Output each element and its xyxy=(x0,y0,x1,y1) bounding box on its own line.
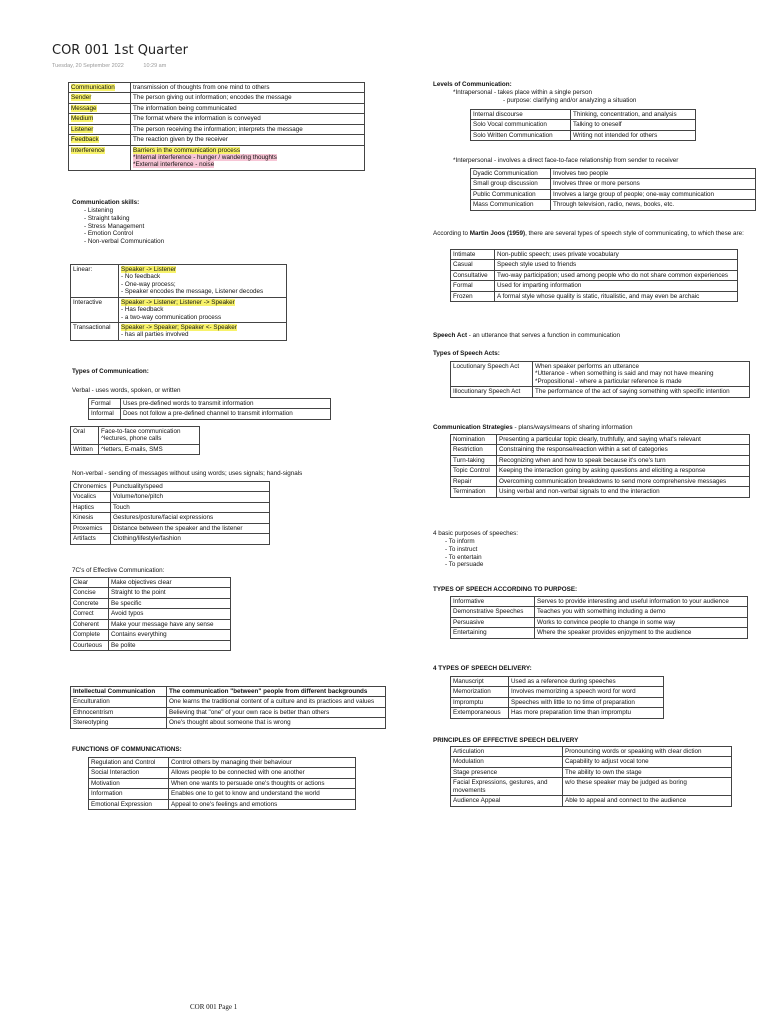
table-cell: Nomination xyxy=(451,435,497,445)
skills-section xyxy=(72,199,164,246)
table-cell: Involves two people xyxy=(551,169,756,179)
table-row xyxy=(451,617,748,627)
table-cell: Interference xyxy=(69,145,131,170)
table-cell: Illocutionary Speech Act xyxy=(451,387,533,397)
purposes-section xyxy=(433,530,518,569)
table-row xyxy=(69,124,365,134)
table-cell: Thinking, concentration, and analysis xyxy=(571,110,696,120)
table-row xyxy=(71,630,231,640)
table-row xyxy=(451,455,750,465)
principles-heading: PRINCIPLES OF EFFECTIVE SPEECH DELIVERY xyxy=(433,737,579,744)
table-row xyxy=(451,260,738,270)
speech-types-table xyxy=(450,596,748,639)
table-cell: Chronemics xyxy=(71,482,111,492)
table-row xyxy=(71,265,287,298)
table-row xyxy=(71,427,200,445)
table-row xyxy=(451,708,664,718)
table-row xyxy=(451,250,738,260)
page-title: COR 001 1st Quarter xyxy=(52,43,188,58)
table-cell: Motivation xyxy=(89,778,169,788)
table-cell: The person giving out information; encodes the message xyxy=(131,93,365,103)
table-cell: Complete xyxy=(71,630,109,640)
table-cell: Termination xyxy=(451,487,497,497)
table-row xyxy=(451,757,732,767)
table-cell: Make objectives clear xyxy=(109,578,231,588)
table-cell: Using verbal and non-verbal signals to end the interaction xyxy=(497,487,750,497)
intra-text: *Intrapersonal - takes place within a single person xyxy=(453,88,592,96)
joos-table xyxy=(450,249,738,302)
list-item: - Stress Management xyxy=(84,223,164,231)
table-row xyxy=(451,387,750,397)
table-row xyxy=(71,578,231,588)
table-row xyxy=(451,767,732,777)
table-cell: Involves three or more persons xyxy=(551,179,756,189)
table-cell: Public Communication xyxy=(471,189,551,199)
table-row xyxy=(71,609,231,619)
table-cell: One's thought about someone that is wrong xyxy=(167,718,386,728)
table-cell: Capability to adjust vocal tone xyxy=(563,757,732,767)
table-cell: Coherent xyxy=(71,619,109,629)
table-cell: Memorization xyxy=(451,687,509,697)
table-cell: Topic Control xyxy=(451,466,497,476)
table-cell: Medium xyxy=(69,114,131,124)
table-cell: Regulation and Control xyxy=(89,758,169,768)
speech-acts-table xyxy=(450,361,750,398)
table-cell: The performance of the act of saying something with specific intention xyxy=(533,387,750,397)
table-cell: The reaction given by the receiver xyxy=(131,135,365,145)
table-cell: The information being communicated xyxy=(131,103,365,113)
table-cell: The format where the information is conveyed xyxy=(131,114,365,124)
strategies-table xyxy=(450,434,750,498)
table-row xyxy=(71,513,270,523)
table-cell: Demonstrative Speeches xyxy=(451,607,535,617)
table-row xyxy=(471,169,756,179)
functions-heading: FUNCTIONS OF COMMUNICATIONS: xyxy=(72,746,182,753)
table-cell: Stereotyping xyxy=(71,718,167,728)
table-cell: Courteous xyxy=(71,640,109,650)
purposes-heading: 4 basic purposes of speeches: xyxy=(433,530,519,537)
nonverbal-text: Non-verbal - sending of messages without using words; uses signals; hand-signals xyxy=(72,470,303,477)
table-cell: transmission of thoughts from one mind to others xyxy=(131,83,365,93)
table-cell: Proxemics xyxy=(71,523,111,533)
table-cell: Constraining the response/reaction within a set of categories xyxy=(497,445,750,455)
table-cell: Solo Vocal communication xyxy=(471,120,571,130)
intra-table xyxy=(470,109,696,141)
table-cell: Concrete xyxy=(71,598,109,608)
table-cell: Concise xyxy=(71,588,109,598)
table-cell: The person receiving the information; interprets the message xyxy=(131,124,365,134)
oral-table xyxy=(70,426,200,455)
date-text: Tuesday, 20 September 2022 xyxy=(52,63,124,69)
table-cell: Locutionary Speech Act xyxy=(451,362,533,387)
table-cell: Touch xyxy=(111,502,270,512)
list-item: - Non-verbal Communication xyxy=(84,238,164,246)
table-cell: Be specific xyxy=(109,598,231,608)
table-row xyxy=(71,534,270,544)
table-row xyxy=(451,466,750,476)
list-item: - To instruct xyxy=(445,546,518,554)
table-cell: ^letters, E-mails, SMS xyxy=(99,444,200,454)
table-row xyxy=(451,487,750,497)
table-row xyxy=(89,799,356,809)
table-cell: Dyadic Communication xyxy=(471,169,551,179)
table-cell: Contains everything xyxy=(109,630,231,640)
table-cell: Non-public speech; uses private vocabulary xyxy=(495,250,738,260)
table-cell: Repair xyxy=(451,476,497,486)
table-cell: Extemporaneous xyxy=(451,708,509,718)
levels-heading: Levels of Communication: xyxy=(433,81,512,88)
table-row xyxy=(471,120,696,130)
table-cell: Artifacts xyxy=(71,534,111,544)
table-row xyxy=(471,110,696,120)
table-cell: Punctuality/speed xyxy=(111,482,270,492)
joos-text: According to Martin Joos (1959), there are several types of speech style of communicating, to which these are: xyxy=(433,230,744,237)
table-cell: When one wants to persuade one's thoughts or actions xyxy=(169,778,356,788)
sevenc-heading: 7C's of Effective Communication: xyxy=(72,567,165,574)
table-cell: Articulation xyxy=(451,747,563,757)
table-cell: Transactional xyxy=(71,322,119,340)
delivery-heading: 4 TYPES OF SPEECH DELIVERY: xyxy=(433,665,532,672)
table-row xyxy=(71,482,270,492)
table-row xyxy=(89,768,356,778)
table-row xyxy=(89,399,331,409)
table-row xyxy=(471,179,756,189)
table-cell: Speech style used to friends xyxy=(495,260,738,270)
table-cell: Restriction xyxy=(451,445,497,455)
table-row xyxy=(451,270,738,280)
table-cell: Emotional Expression xyxy=(89,799,169,809)
table-row xyxy=(71,598,231,608)
table-row xyxy=(451,362,750,387)
table-cell: w/o these speaker may be judged as boring xyxy=(563,778,732,796)
speech-acts-heading: Types of Speech Acts: xyxy=(433,350,500,357)
table-row xyxy=(471,130,696,140)
table-row xyxy=(471,200,756,210)
table-cell: Has more preparation time than impromptu xyxy=(509,708,664,718)
table-cell: Formal xyxy=(89,399,121,409)
table-cell: Appeal to one's feelings and emotions xyxy=(169,799,356,809)
table-cell: Works to convince people to change in some way xyxy=(535,617,748,627)
functions-table xyxy=(88,757,356,810)
table-cell: Two-way participation; used among people who do not share common experiences xyxy=(495,270,738,280)
table-cell: Correct xyxy=(71,609,109,619)
table-cell: Enables one to get to know and understand the world xyxy=(169,789,356,799)
table-row xyxy=(451,628,748,638)
table-cell: Formal xyxy=(451,281,495,291)
table-cell: One learns the traditional content of a culture and its practices and values xyxy=(167,697,386,707)
table-cell: Manuscript xyxy=(451,677,509,687)
list-item: - To persuade xyxy=(445,561,518,569)
table-row xyxy=(89,409,331,419)
table-row xyxy=(89,778,356,788)
speech-act-def: Speech Act - an utterance that serves a function in communication xyxy=(433,332,621,339)
principles-table xyxy=(450,746,732,807)
table-cell: Clothing/lifestyle/fashion xyxy=(111,534,270,544)
sevenc-table xyxy=(70,577,231,651)
table-row xyxy=(451,291,738,301)
table-cell: Haptics xyxy=(71,502,111,512)
table-cell: Volume/tone/pitch xyxy=(111,492,270,502)
table-cell: When speaker performs an utterance *Utterance - when something is said and may not have meaning *Propositional - where a particular reference is made xyxy=(533,362,750,387)
table-cell: Written xyxy=(71,444,99,454)
table-cell: Small group discussion xyxy=(471,179,551,189)
table-cell: Allows people to be connected with one another xyxy=(169,768,356,778)
table-cell: Recognizing when and how to speak because it's one's turn xyxy=(497,455,750,465)
table-cell: Serves to provide interesting and useful information to your audience xyxy=(535,597,748,607)
models-table xyxy=(70,264,287,341)
elements-table xyxy=(68,82,365,171)
table-row xyxy=(71,718,386,728)
table-cell: Interactive xyxy=(71,297,119,322)
table-row xyxy=(71,640,231,650)
table-cell: Impromptu xyxy=(451,697,509,707)
table-cell: Solo Written Communication xyxy=(471,130,571,140)
table-row xyxy=(71,687,386,697)
intra-purpose: - purpose: clarifying and/or analyzing a situation xyxy=(503,96,637,104)
table-cell: Intimate xyxy=(451,250,495,260)
table-cell: Used as a reference during speeches xyxy=(509,677,664,687)
table-cell: Informal xyxy=(89,409,121,419)
table-row xyxy=(71,492,270,502)
table-row xyxy=(451,476,750,486)
table-cell: Straight to the point xyxy=(109,588,231,598)
table-row xyxy=(71,697,386,707)
table-cell: Uses pre-defined words to transmit information xyxy=(121,399,331,409)
table-row xyxy=(71,523,270,533)
table-cell: Overcoming communication breakdowns to send more comprehensive messages xyxy=(497,476,750,486)
table-row xyxy=(451,677,664,687)
table-cell: Does not follow a pre-defined channel to transmit information xyxy=(121,409,331,419)
skills-list xyxy=(72,207,164,246)
table-row xyxy=(451,281,738,291)
table-cell: Linear: xyxy=(71,265,119,298)
table-cell: Information xyxy=(89,789,169,799)
table-cell: Consultative xyxy=(451,270,495,280)
table-row xyxy=(89,789,356,799)
table-cell: Message xyxy=(69,103,131,113)
table-row xyxy=(71,322,287,340)
list-item: - To inform xyxy=(445,538,518,546)
skills-heading: Communication skills: xyxy=(72,199,140,206)
list-item: - Emotion Control xyxy=(84,230,164,238)
table-cell: Involves a large group of people; one-way communication xyxy=(551,189,756,199)
time-text: 10:29 am xyxy=(143,63,167,69)
table-row xyxy=(451,796,732,806)
formal-table xyxy=(88,398,331,420)
table-cell: Able to appeal and connect to the audience xyxy=(563,796,732,806)
table-cell: Audience Appeal xyxy=(451,796,563,806)
table-cell: Gestures/posture/facial expressions xyxy=(111,513,270,523)
table-cell: Used for imparting information xyxy=(495,281,738,291)
table-row xyxy=(451,687,664,697)
delivery-table xyxy=(450,676,664,719)
table-row xyxy=(451,747,732,757)
table-cell: Where the speaker provides enjoyment to the audience xyxy=(535,628,748,638)
table-row xyxy=(71,707,386,717)
table-cell: The communication "between" people from different backgrounds xyxy=(167,687,386,697)
list-item: - To entertain xyxy=(445,554,518,562)
table-cell: Kinesis xyxy=(71,513,111,523)
table-cell: Pronouncing words or speaking with clear diction xyxy=(563,747,732,757)
table-row xyxy=(69,114,365,124)
page-footer: COR 001 Page 1 xyxy=(190,1003,238,1011)
table-cell: Intellectual Communication xyxy=(71,687,167,697)
table-cell: Facial Expressions, gestures, and movements xyxy=(451,778,563,796)
table-cell: Ethnocentrism xyxy=(71,707,167,717)
table-cell: Barriers in the communication process *Internal interference - hunger / wandering thoughts *External interference - noise xyxy=(131,145,365,170)
table-cell: Avoid typos xyxy=(109,609,231,619)
table-row xyxy=(451,778,732,796)
table-cell: Turn-taking xyxy=(451,455,497,465)
table-cell: Through television, radio, news, books, etc. xyxy=(551,200,756,210)
table-row xyxy=(89,758,356,768)
table-row xyxy=(71,444,200,454)
inter-table xyxy=(470,168,756,211)
table-cell: Communication xyxy=(69,83,131,93)
inter-text: *Interpersonal - involves a direct face-to-face relationship from sender to receiver xyxy=(453,157,679,164)
table-cell: Involves memorizing a speech word for word xyxy=(509,687,664,697)
table-cell: Feedback xyxy=(69,135,131,145)
table-row xyxy=(69,145,365,170)
table-cell: Believing that "one" of your own race is better than others xyxy=(167,707,386,717)
list-item: - Listening xyxy=(84,207,164,215)
table-cell: Speaker -> Listener; Listener -> Speaker - Has feedback - a two-way communication process xyxy=(119,297,287,322)
table-cell: Persuasive xyxy=(451,617,535,627)
table-cell: Writing not intended for others xyxy=(571,130,696,140)
purposes-list xyxy=(433,538,518,569)
table-cell: Clear xyxy=(71,578,109,588)
table-cell: Presenting a particular topic clearly, truthfully, and saying what's relevant xyxy=(497,435,750,445)
table-cell: Be polite xyxy=(109,640,231,650)
table-cell: Listener xyxy=(69,124,131,134)
table-cell: Informative xyxy=(451,597,535,607)
types-heading: Types of Communication: xyxy=(72,368,149,375)
nonverbal-table xyxy=(70,481,270,545)
table-cell: Talking to oneself xyxy=(571,120,696,130)
table-cell: Mass Communication xyxy=(471,200,551,210)
table-cell: Distance between the speaker and the listener xyxy=(111,523,270,533)
table-cell: Teaches you with something including a demo xyxy=(535,607,748,617)
table-cell: Face-to-face communication ^lectures, phone calls xyxy=(99,427,200,445)
table-cell: Internal discourse xyxy=(471,110,571,120)
table-cell: Control others by managing their behaviour xyxy=(169,758,356,768)
table-cell: Vocalics xyxy=(71,492,111,502)
table-row xyxy=(69,83,365,93)
table-cell: Stage presence xyxy=(451,767,563,777)
table-row xyxy=(451,435,750,445)
levels-section xyxy=(433,81,636,105)
table-cell: Casual xyxy=(451,260,495,270)
table-row xyxy=(451,697,664,707)
table-cell: Make your message have any sense xyxy=(109,619,231,629)
intercultural-table xyxy=(70,686,386,729)
table-cell: Enculturation xyxy=(71,697,167,707)
table-row xyxy=(471,189,756,199)
table-row xyxy=(69,93,365,103)
page-date xyxy=(52,63,184,69)
table-row xyxy=(69,103,365,113)
table-cell: Keeping the interaction going by asking questions and eliciting a response xyxy=(497,466,750,476)
table-cell: Oral xyxy=(71,427,99,445)
table-cell: Entertaining xyxy=(451,628,535,638)
table-row xyxy=(71,502,270,512)
table-cell: The ability to own the stage xyxy=(563,767,732,777)
table-cell: Modulation xyxy=(451,757,563,767)
table-row xyxy=(451,445,750,455)
table-cell: Frozen xyxy=(451,291,495,301)
strategies-heading: Communication Strategies - plans/ways/means of sharing information xyxy=(433,424,633,431)
table-row xyxy=(69,135,365,145)
verbal-text: Verbal - uses words, spoken, or written xyxy=(72,387,181,394)
table-row xyxy=(71,588,231,598)
table-cell: Speeches with little to no time of preparation xyxy=(509,697,664,707)
list-item: - Straight talking xyxy=(84,215,164,223)
table-cell: Speaker -> Speaker; Speaker <- Speaker - has all parties involved xyxy=(119,322,287,340)
table-cell: Social Interaction xyxy=(89,768,169,778)
table-cell: Sender xyxy=(69,93,131,103)
table-row xyxy=(451,607,748,617)
table-cell: A formal style whose quality is static, ritualistic, and may even be archaic xyxy=(495,291,738,301)
speech-types-heading: TYPES OF SPEECH ACCORDING TO PURPOSE: xyxy=(433,586,578,593)
table-row xyxy=(451,597,748,607)
table-row xyxy=(71,619,231,629)
table-cell: Speaker -> Listener - No feedback - One-way process; - Speaker encodes the message, Listener decodes xyxy=(119,265,287,298)
table-row xyxy=(71,297,287,322)
